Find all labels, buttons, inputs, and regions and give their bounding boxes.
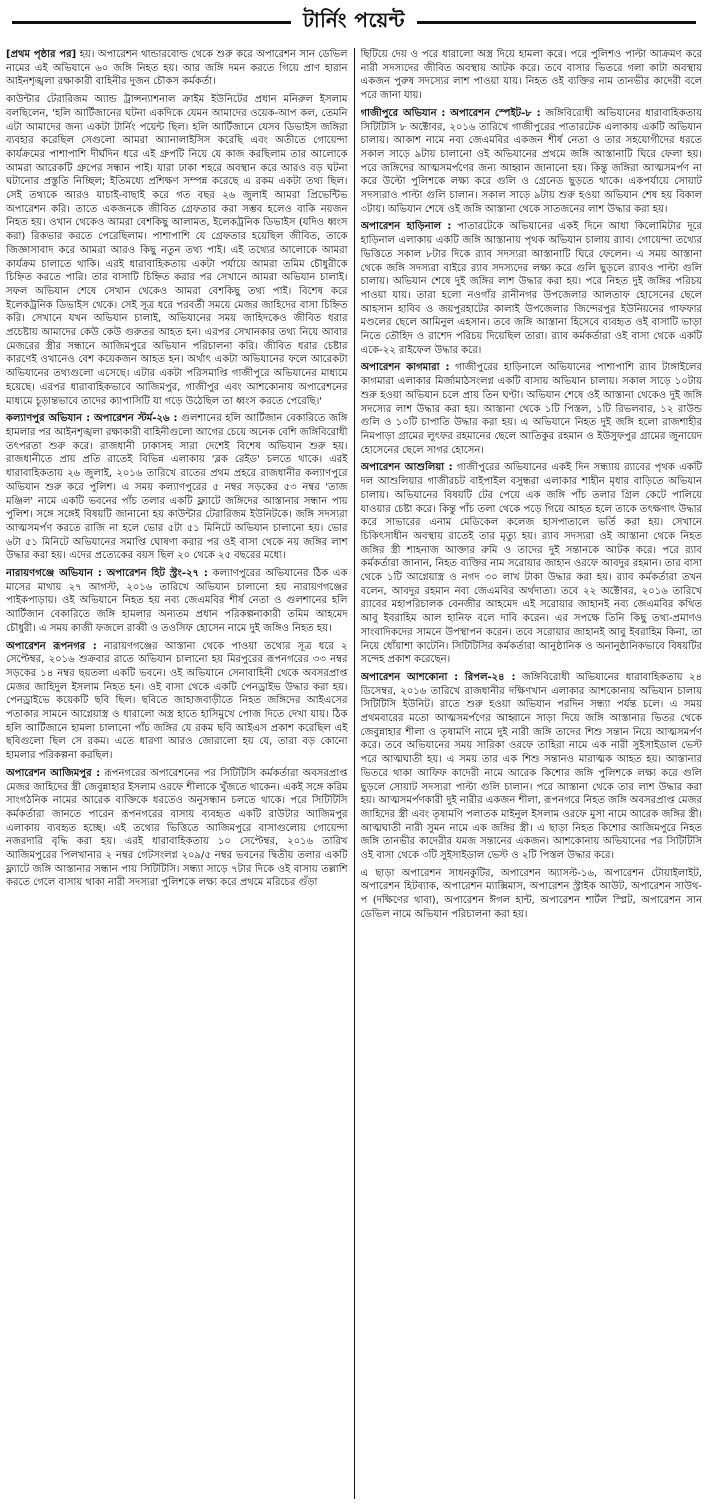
- article-paragraph: [361, 48, 703, 103]
- article-paragraph: [361, 361, 703, 457]
- header-rule-right: [417, 21, 696, 24]
- section-heading: অপারেশন আশুলিয়া :: [360, 462, 453, 474]
- paragraph-text: গাজীপুরের অভিযানের একই দিন সন্ধ্যায় র‍্যাবের পৃথক একটি দল আশুলিয়ার গাজীরচট বাইপাইল বসুন্ধরা এলাকার শাহীন মৃধার বাড়িতে অভিযান চালায়। অভিযানের বিষয়টি টের পেয়ে এক জঙ্গি পাঁচ তলার গ্রিল কেটে পালিয়ে যাওয়ার চেষ্টা করে। কিন্তু পাঁচ তলা থেকে পড়ে গিয়ে আহত হলে তাকে তৎক্ষণাৎ উদ্ধার করে সাভারের এনাম মেডিকেল কলেজ হাসপাতালে ভর্তি করা হয়। সেখানে চিকিৎসাধীন অবস্থায় রাতেই তার মৃত্যু হয়। র‍্যাব সদস্যরা ওই আস্তানা থেকে নিহত জঙ্গির স্ত্রী শাহনাজ আক্তার রুমি ও তাদের দুই সন্তানকে আটক করে। পরে র‍্যাব কর্মকর্তারা জানান, নিহত ব্যক্তির নাম সরোয়ার জাহান ওরফে আবদুর রহমান। তার বাসা থেকে ১টি আগ্নেয়াস্ত্র ও নগদ ৩০ লাখ টাকা উদ্ধার করা হয়। র‍্যাব কর্মকর্তারা তখন বলেন, আবদুর রহমান নব্য জেএমবির অর্থদাতা। তবে ২২ অক্টোবর, ২০১৬ তারিখে র‍্যাবের মহাপরিচালক বেনজীর আহমেদ এই সরোয়ার জাহানই নব্য জেএমবির কথিত আবু ইবরাহিম আল হানিফ বলে দাবি করেন। এর সপক্ষে তিনি কিছু তথ্য-প্রমাণও সাংবাদিকদের সামনে উপস্থাপন করেন। তবে সরোয়ার জাহানই আবু ইবরাহিম কিনা, তা নিয়ে ধোঁয়াশা কাটেনি। সিটিটিসির কর্মকর্তারা আনুষ্ঠানিক ও অনানুষ্ঠানিকভাবে বিষয়টির সন্দেহ প্রকাশ করেছেন।: [360, 462, 702, 666]
- article-paragraph: [6, 767, 348, 890]
- column-divider: [354, 48, 355, 1499]
- article-paragraph: [6, 567, 348, 636]
- section-heading: অপারেশন আশকোনা : রিপল-২৪ :: [360, 671, 516, 683]
- paragraph-text: রূপনগরের অপারেশনের পর সিটিটিসি কর্মকর্তারা অবসরপ্রাপ্ত মেজর জাহিদের স্ত্রী জেবুন্নাহার ইসলাম ওরফে শীলাকে খুঁজতে থাকেন। একই সঙ্গে করিম সাংগঠনিক নামের আরেক ব্যক্তিকে ধরতেও অনুসন্ধান চলতে থাকে। পরে সিটিটিসি কর্মকর্তারা জানতে পারেন রূপনগরের বাসায় ব্যবহৃত একটি রাউটার আজিমপুর এলাকায় ব্যবহৃত হচ্ছে। এই তথ্যের ভিত্তিতে আজিমপুরে বাসাগুলোয় গোয়েন্দা নজরদারি বৃদ্ধি করা হয়। এরই ধারাবাহিকতায় ১০ সেপ্টেম্বর, ২০১৬ তারিখ আজিমপুরের পিলখানার ২ নম্বর গেটসংলগ্ন ২০৯/৫ নম্বর ভবনের দ্বিতীয় তলার একটি ফ্ল্যাটে জঙ্গি আস্তানার সন্ধান পায় সিটিটিসি। সন্ধ্যা সাড়ে ৭টার দিকে ওই বাসায় তল্লাশি করতে গেলে বাসায় থাকা নারী সদস্যরা পুলিশকে লক্ষ্য করে প্রথমে মরিচের গুঁড়া: [6, 767, 348, 889]
- section-heading: অপারেশন হাড়িনাল :: [360, 221, 452, 233]
- paragraph-text: নারায়ণগঞ্জের আস্তানা থেকে পাওয়া তথ্যের সূত্র ধরে ২ সেপ্টেম্বর, ২০১৬ শুক্রবার রাতে অভিযান চালানো হয় মিরপুরের রূপনগরের ৩৩ নম্বর সড়কের ১৪ নম্বর ছয়তলা একটি ভবনে। ওই অভিযানে সেনাবাহিনী থেকে অবসরপ্রাপ্ত মেজর জাহিদুল ইসলাম নিহত হন। ওই বাসা থেকে একটি পেনড্রাইভ উদ্ধার করা হয়। পেনড্রাইভে কয়েকটি ছবি ছিল। ছবিতে জাহাজবাড়ীতে নিহত জঙ্গিদের আইএসের পতাকার সামনে আগ্নেয়াস্ত্র ও ধারালো অস্ত্র হাতে হাসিমুখে পোজ দিতে দেখা যায়। ঠিক হলি আর্টিজানে হামলা চালানো পাঁচ জঙ্গির যে রকম ছবি আইএস প্রকাশ করেছিল এই ছবিগুলো ছিল সে রকম। এতে ধারণা আরও জোরালো হয় যে, তারা বড় কোনো হামলার পরিকল্পনা করছিল।: [6, 640, 348, 762]
- paragraph-text: এ ছাড়া অপারেশন সাধনকুটির, অপারেশন অ্যাসল্ট-১৬, অপারেশন টোয়াইলাইট, অপারেশন হিটব্যাক, অপারেশন ম্যাক্সিমাস, অপারেশন স্ট্রাইক আউট, অপারেশন সাউথ-প (দক্ষিণের থাবা), অপারেশন ঈগল হান্ট, অপারেশন শার্টল স্প্লিট, অপারেশন সান ডেভিল নামে অভিযান পরিচালনা করা হয়।: [360, 867, 702, 920]
- article-paragraph: [6, 640, 348, 763]
- paragraph-text: জঙ্গিবিরোধী অভিযানের ধারাবাহিকতায় সিটিটিসি ৮ অক্টোবর, ২০১৬ তারিখে গাজীপুরের পাতারটেক এলাকায় একটি অভিযান চালায়। আকাশ নামে নব্য জেএমবির একজন শীর্ষ নেতা ও তার সহযোগীদের ধরতে সকাল সাড়ে ৯টায় চালানো ওই অভিযানের প্রথমে জঙ্গি আস্তানাটি ঘিরে ফেলা হয়। পরে জঙ্গিদের আত্মসমর্পণের জন্য আহ্বান জানানো হয়। কিন্তু জঙ্গিরা আত্মসমর্পণ না করে উল্টো পুলিশকে লক্ষ্য করে গুলি ও গ্রেনেড ছুড়তে থাকে। একপর্যায়ে সোয়াট সদস্যরাও পাল্টা গুলি চালান। সকাল সাড়ে ৯টায় শুরু হওয়া অভিযান শেষ হয় বিকাল ৩টায়। অভিযান শেষে ওই জঙ্গি আস্তানা থেকে সাতজনের লাশ উদ্ধার করা হয়।: [360, 107, 702, 215]
- paragraph-text: ছিটিয়ে দেয় ও পরে ধারালো অস্ত্র দিয়ে হামলা করে। পরে পুলিশও পাল্টা আক্রমণ করে নারী সদস্যদের জীবিত অবস্থায় আটক করে। তবে বাসার ভিতরে গলা কাটা অবস্থায় একজন পুরুষ সদস্যের লাশ পাওয়া যায়। নিহত ওই ব্যক্তির নাম তানভীর কাদেরী বলে পরে জানা যায়।: [360, 49, 702, 102]
- paragraph-text: কল্যাণপুরের অভিযানের ঠিক এক মাসের মাথায় ২৭ আগস্ট, ২০১৬ তারিখে অভিযান চালানো হয় নারায়ণগঞ্জের পাইকপাড়ায়। ওই অভিযানে নিহত হয় নব্য জেএমবির শীর্ষ নেতা ও গুলশানের হলি আর্টিজান বেকারিতে জঙ্গি হামলার অন্যতম প্রধান পরিকল্পনাকারী তমিম আহমেদ চৌধুরী। এ সময় কাজী ফজলে রাব্বী ও তওসিফ হোসেন নামে দুই জঙ্গিও নিহত হয়।: [6, 568, 348, 634]
- article-paragraph: [361, 461, 703, 667]
- paragraph-text: গাজীপুরের হাড়িনালে অভিযানের পাশাপাশি র‍্যাব টাঙ্গাইলের কাগমারা এলাকার মির্জামাঠসংলগ্ন একটি বাসায় অভিযান চালায়। সকাল সাড়ে ১০টায় শুরু হওয়া অভিযান চলে প্রায় তিন ঘণ্টা। অভিযান শেষে ওই আস্তানা থেকেও দুই জঙ্গি সদস্যের লাশ উদ্ধার করা হয়। আস্তানা থেকে ১টি পিস্তল, ১টি রিভলবার, ১২ রাউন্ড গুলি ও ১০টি চাপাতি উদ্ধার করা হয়। এ অভিযানে নিহত দুই জঙ্গি হলো রাজশাহীর নিমপাড়া গ্রামের লুৎফর রহমানের ছেলে আতিকুর রহমান ও ইউসুফপুর গ্রামের জুনায়েদ হোসেনের ছেলে সাগর হোসেন।: [360, 362, 702, 456]
- left-column: [6, 48, 348, 1499]
- article-paragraph: [361, 107, 703, 217]
- header-rule-left: [12, 21, 291, 24]
- page-title: টার্নিং পয়েন্ট: [302, 7, 406, 32]
- continued-from-front-label: [প্রথম পৃষ্ঠার পর]: [6, 49, 77, 60]
- paragraph-text: কাউন্টার টেরারিজম অ্যান্ড ট্রান্সন্যাশনাল ক্রাইম ইউনিটের প্রধান মনিরুল ইসলাম বলছিলেন, 'হলি আর্টিজানের ঘটনা একদিকে যেমন আমাদের ওয়েক-আপ কল, তেমনি এটা আমাদের জন্য একটা টার্নিং পয়েন্ট ছিল। হলি আর্টিজানে যেসব ডিভাইস জঙ্গিরা ব্যবহার করেছিল সেগুলো আমরা অ্যানালাইসিস করেছি এবং অতীতে গোয়েন্দা কার্যক্রমের পাশাপাশি দীর্ঘদিন ধরে এই গ্রুপটি নিয়ে যে কাজ করছিলাম তার আলোকে আমরা আরেকটি গ্রুপের সন্ধান পাই। যারা ঢাকা শহরে অবস্থান করে আরও বড় ঘটনা ঘটানোর প্রস্তুতি নিচ্ছিল; ইতিমধ্যে প্রশিক্ষণ সম্পন্ন করেছে এ রকম একটা তথ্য ছিল। সেই তথ্যকে আরও যাচাই-বাছাই করে গত বছর ২৬ জুলাই আমরা প্রিভেন্টিভ অপারেশন করি। তাতে একজনকে জীবিত গ্রেফতার করা সম্ভব হলেও বাকি নয়জন নিহত হয়। ওখান থেকেও আমরা বেশকিছু আলামত, ইলেকট্রনিক ডিভাইস (যদিও ধ্বংস করা) রিকভার করতে পেরেছিলাম। পাশাপাশি যে গ্রেফতার হয়েছিল জীবিত, তাকে জিজ্ঞাসাবাদ করে আমরা আরও কিছু নতুন তথ্য পাই। এই তথ্যের আলোকে আমরা কার্যক্রম চালাতে থাকি। এরই ধারাবাহিকতায় একটা পর্যায়ে আমরা তমিম চৌধুরীকে চিহ্নিত করতে পারি। তার বাসাটি চিহ্নিত করার পর সেখানে আমরা অভিযান চালাই। সফল অভিযান শেষে সেখান থেকেও আমরা বেশকিছু তথ্য পাই। বিশেষ করে ইলেকট্রনিক ডিভাইস থেকে। সেই সূত্র ধরে পরবর্তী সময়ে মেজর জাহিদের বাসা চিহ্নিত করি। সেখানে যখন অভিযান চালাই, অভিযানের সময় জাহিদকেও জীবিত ধরার প্রচেষ্টায় আমাদের কেউ কেউ গুরুতর আহত হন। এরপর সেখানকার তথ্য নিয়ে আবার মেজরের স্ত্রীর সন্ধানে আজিমপুরে অভিযান পরিচালনা করি। জীবিত ধরার চেষ্টার কারণেই ওখানেও বেশ কয়েকজন আহত হন। অর্থাৎ একটা অভিযানের ফলে আরেকটা অভিযানের তথ্যগুলো এসেছে। এটার একটা পরিসমাপ্তি গাজীপুরে অভিযানের মাধ্যমে হয়েছে। এরপর ধারাবাহিকভাবে আজিমপুর, গাজীপুর এবং আশকোনায় অপারেশনের মাধ্যমে চূড়ান্তভাবে তাদের ক্যাপাসিটি যা গড়ে উঠেছিল তা ধ্বংস করতে পেরেছি।': [6, 94, 348, 407]
- page-header: [0, 0, 708, 44]
- article-paragraph: [361, 220, 703, 357]
- article-paragraph: [6, 48, 348, 89]
- section-heading: কল্যাণপুর অভিযান : অপারেশন স্টর্ম-২৬ :: [6, 413, 178, 425]
- section-heading: অপারেশন আজিমপুর :: [6, 767, 101, 779]
- paragraph-text: জঙ্গিবিরোধী অভিযানের ধারাবাহিকতায় ২৪ ডিসেম্বর, ২০১৬ তারিখে রাজধানীর দক্ষিণখান এলাকার আশকোনায় অভিযান চালায় সিটিটিসি ইউনিট। রাতে শুরু হওয়া অভিযান পরদিন সন্ধ্যা পর্যন্ত চলে। এ সময় প্রথমবারের মতো আত্মসমর্পণের আহ্বানে সাড়া দিয়ে জঙ্গি আস্তানার ভিতর থেকে জেবুন্নাহার শীলা ও তৃষামণি নামে দুই নারী জঙ্গি তাদের শিশু সন্তান নিয়ে আত্মসমর্পণ করে। তবে অভিযানের সময় সারিকা ওরফে তাহিরা নামে এক নারী সুইসাইডাল ভেস্ট পরে আত্মঘাতী হয়। এ সময় তার এক শিশু সন্তানও মারাত্মক আহত হয়। আস্তানার ভিতরে থাকা আফিফ কাদেরী নামে আরেক কিশোর জঙ্গি পুলিশকে লক্ষ্য করে গুলি ছুড়লে সোয়াট সদস্যরা পাল্টা গুলি চালান। পরে আস্তানা থেকে তার লাশ উদ্ধার করা হয়। আত্মসমর্পণকারী দুই নারীর একজন শীলা, রূপনগরে নিহত জঙ্গি অবসরপ্রাপ্ত মেজর জাহিদের স্ত্রী এবং তৃষামণি পলাতক মাইনুল ইসলাম ওরফে মুসা নামে আরেক জঙ্গির স্ত্রী। আত্মঘাতী নারী সুমন নামে এক জঙ্গির স্ত্রী। এ ছাড়া নিহত কিশোর আজিমপুরে নিহত জঙ্গি তানভীর কাদেরীর যমজ সন্তানের একজন। আশকোনায় অভিযানের পর সিটিটিসি ওই বাসা থেকে ৩টি সুইসাইডাল ভেস্ট ও ২টি পিস্তল উদ্ধার করে।: [360, 671, 702, 862]
- article-paragraph: [6, 93, 348, 408]
- paragraph-text: পাতারটেকে অভিযানের একই দিনে আধা কিলোমিটার দূরে হাড়িনাল এলাকায় একটি জঙ্গি আস্তানায় পৃথক অভিযান চালায় র‍্যাব। গোয়েন্দা তথ্যের ভিত্তিতে সকাল ৮টার দিকে র‍্যাব সদস্যরা আস্তানাটি ঘিরে ফেলেন। এ সময় আস্তানা থেকে জঙ্গি সদস্যরা বাইরে র‍্যাব সদস্যদের লক্ষ্য করে গুলি ছুড়লে র‍্যাবও পাল্টা গুলি চালায়। অভিযান শেষে দুই জঙ্গির লাশ উদ্ধার করা হয়। পরে নিহত দুই জঙ্গির পরিচয় পাওয়া যায়। তারা হলো নওগাঁর রানীনগর উপজেলার আলতাফ হোসেনের ছেলে আহসান হাবিব ও জয়পুরহাটের কালাই উপজেলার জিন্দেরপুর ইউনিয়নের গাফফার মণ্ডলের ছেলে আমিনুল এহসান। তবে জঙ্গি আস্তানা হিসেবে ব্যবহৃত ওই বাসাটি ভাড়া নিতে তৌহিদ ও রাশেদ পরিচয় দিয়েছিল তারা। র‍্যাব কর্মকর্তারা ওই বাসা থেকে একটি একে-২২ রাইফেল উদ্ধার করে।: [360, 221, 702, 356]
- article-columns: [0, 44, 708, 1499]
- right-column: [361, 48, 703, 1499]
- section-heading: অপারেশন কাগমারা :: [360, 362, 450, 374]
- article-paragraph: [361, 867, 703, 922]
- article-paragraph: [361, 671, 703, 863]
- paragraph-text: হয়। অপারেশন থান্ডারবোল্ড থেকে শুরু করে অপারেশন সান ডেভিল নামের এই অভিযানে ৬০ জঙ্গি নিহত হয়। আর জঙ্গি দমন করতে গিয়ে প্রাণ হারান আইনশৃঙ্খলা রক্ষাকারী বাহিনীর দুজন চৌকস কর্মকর্তা।: [6, 49, 348, 88]
- section-heading: নারায়ণগঞ্জে অভিযান : অপারেশন হিট স্ট্রং-২৭ :: [6, 568, 208, 580]
- article-paragraph: [6, 412, 348, 563]
- section-heading: গাজীপুরে অভিযান : অপারেশন স্পেইট-৮ :: [360, 107, 541, 119]
- section-heading: অপারেশন রূপনগর :: [6, 640, 97, 652]
- paragraph-text: গুলশানের হলি আর্টিজান বেকারিতে জঙ্গি হামলার পর আইনশৃঙ্খলা রক্ষাকারী বাহিনীগুলো আগের চেয়ে অনেক বেশি জঙ্গিবিরোধী তৎপরতা শুরু করে। রাজধানী ঢাকাসহ সারা দেশেই বিশেষ অভিযান শুরু হয়। রাজধানীতে প্রায় প্রতি রাতেই বিভিন্ন এলাকায় 'ব্লক রেইড' চলতে থাকে। এরই ধারাবাহিকতায় ২৬ জুলাই, ২০১৬ তারিখে রাতের প্রথম প্রহরে রাজধানীর কল্যাণপুরে অভিযান শুরু করে পুলিশ। এ সময় কল্যাণপুরের ৫ নম্বর সড়কের ৫৩ নম্বর 'তাজ মঞ্জিল' নামে একটি ভবনের পাঁচ তলার একটি ফ্ল্যাটে জঙ্গিদের আস্তানার সন্ধান পায় পুলিশ। সঙ্গে সঙ্গেই বিষয়টি জানানো হয় কাউন্টার টেরারিজম ইউনিটকে। জঙ্গি সদস্যরা আত্মসমর্পণ করতে রাজি না হলে ভোর ৫টা ৫১ মিনিটে অভিযান চালানো হয়। ভোর ৬টা ৫১ মিনিটে অভিযানের সমাপ্তি ঘোষণা করার পর ওই বাসা থেকে নয় জঙ্গির লাশ উদ্ধার করা হয়। এদের প্রত্যেকের বয়স ছিল ২০ থেকে ২৫ বছরের মধ্যে।: [6, 413, 348, 562]
